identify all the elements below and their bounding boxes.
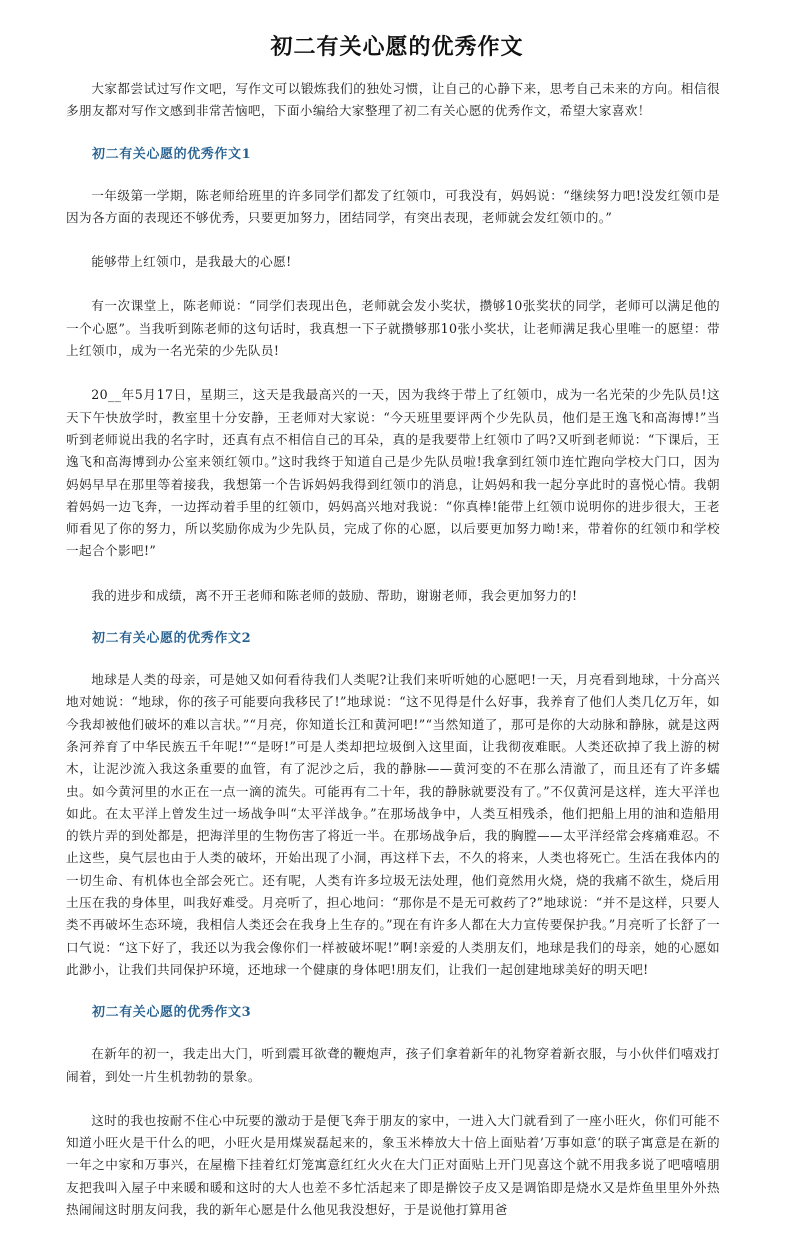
paragraph: 我的进步和成绩，离不开王老师和陈老师的鼓励、帮助，谢谢老师，我会更加努力的! — [91, 587, 578, 603]
paragraph: 地球是人类的母亲，可是她又如何看待我们人类呢?让我们来听听她的心愿吧!一天，月亮看到地球，十分高兴地对她说：“地球，你的孩子可能要向我移民了!”地球说：“这不见得是什么好事，我养育了他们人类几亿万年，如今我却被他们破坏的难以言状。”“月亮，你知道长江和黄河吧!”“当然知道了，那可是你的大动脉和静脉，就是这两条河养育了中华民族五千年呢!”“是呀!”可是人类却把垃圾倒入这里面，让我彻夜难眠。人类还砍掉了我上游的树木，让泥沙流入我这条重要的血管，有了泥沙之后，我的静脉——黄河变的不在那么清澈了，而且还有了许多蠕虫。如今黄河里的水正在一点一滴的流失。可能再有二十年，我的静脉就要没有了。”不仅黄河是这样，连大平洋也如此。在太平洋上曾发生过一场战争叫“太平洋战争。”在那场战争中，人类互相残杀，他们把船上用的油和造船用的铁片弄的到处都是，把海洋里的生物伤害了将近一半。在那场战争后，我的胸膛——太平洋经常会疼痛难忍。不止这些，臭气层也由于人类的破坏，开始出现了小洞，再这样下去，不久的将来，人类也将死亡。生活在我体内的一切生命、有机体也全部会死亡。还有呢，人类有许多垃圾无法处理，他们竟然用火烧，烧的我痛不欲生，烧后用土压在我的身体里，叫我好难受。月亮听了，担心地问：“那你是不是无可救药了?”地球说：“并不是这样，只要人类不再破坏生态环境，我相信人类还会在我身上生存的。”现在有许多人都在大力宣传要保护我。”月亮听了长舒了一口气说：“这下好了，我还以为我会像你们一样被破坏呢!”啊!亲爱的人类朋友们，地球是我们的母亲，她的心愿如此渺小，让我们共同保护环境，还地球一个健康的身体吧!朋友们，让我们一起创建地球美好的明天吧! — [66, 672, 720, 977]
paragraph: 有一次课堂上，陈老师说：“同学们表现出色，老师就会发小奖状，攒够10张奖状的同学，老师可以满足他的一个心愿”。当我听到陈老师的这句话时，我真想一下子就攒够那10张小奖状，让老师满足我心里唯一的愿望：带上红领巾，成为一名光荣的少先队员! — [66, 298, 720, 359]
section-heading-2: 初二有关心愿的优秀作文2 — [92, 631, 252, 647]
section-heading-3: 初二有关心愿的优秀作文3 — [92, 1005, 252, 1021]
paragraph: 一年级第一学期，陈老师给班里的许多同学们都发了红领巾，可我没有，妈妈说：“继续努力吧!没发红领巾是因为各方面的表现还不够优秀，只要更加努力，团结同学，有突出表现，老师就会发红领巾的。” — [66, 187, 720, 225]
paragraph: 这时的我也按耐不住心中玩要的激动于是便飞奔于朋友的家中，一进入大门就看到了一座小旺火，你们可能不知道小旺火是干什么的吧，小旺火是用煤炭磊起来的，象玉米棒放大十倍上面贴着’万事如意‘的联子寓意是在新的一年之中家和万事兴，在屋檐下挂着红灯笼寓意红红火火在大门正对面贴上开门见喜这个就不用我多说了吧嘻嘻朋友把我叫入屋子中来暖和暖和这时的大人也差不多忙活起来了即是擀饺子皮又是调馅即是烧水又是炸鱼里里外外热热闹闹这时朋友问我，我的新年心愿是什么他见我没想好，于是说他打算用爸 — [66, 1112, 720, 1217]
intro-paragraph: 大家都尝试过写作文吧，写作文可以锻炼我们的独处习惯，让自己的心静下来，思考自己未来的方向。相信很多朋友都对写作文感到非常苦恼吧，下面小编给大家整理了初二有关心愿的优秀作文，希望大家喜欢！ — [66, 81, 720, 119]
paragraph: 能够带上红领巾，是我最大的心愿! — [91, 254, 292, 270]
paragraph: 20__年5月17日，星期三，这天是我最高兴的一天，因为我终于带上了红领巾，成为一名光荣的少先队员!这天下午快放学时，教室里十分安静，王老师对大家说：“今天班里要评两个少先队员，他们是王逸飞和高海博!”当听到老师说出我的名字时，还真有点不相信自己的耳朵，真的是我要带上红领巾了吗?又听到老师说：“下课后，王逸飞和高海博到办公室来领红领巾。”这时我终于知道自己是少先队员啦!我拿到红领巾连忙跑向学校大门口，因为妈妈早早在那里等着接我，我想第一个告诉妈妈我得到红领巾的消息，让妈妈和我一起分享此时的喜悦心情。我朝着妈妈一边飞奔，一边挥动着手里的红领巾，妈妈高兴地对我说：“你真棒!能带上红领巾说明你的进步很大，王老师看见了你的努力，所以奖励你成为少先队员，完成了你的心愿，以后要更加努力呦!来，带着你的红领巾和学校一起合个影吧!” — [66, 387, 720, 559]
article-body — [66, 78, 720, 1243]
page-title: 初二有关心愿的优秀作文 — [270, 35, 524, 60]
section-heading-1: 初二有关心愿的优秀作文1 — [92, 146, 252, 162]
paragraph: 在新年的初一，我走出大门，听到震耳欲聋的鞭炮声，孩子们拿着新年的礼物穿着新衣服，与小伙伴们嘻戏打闹着，到处一片生机勃勃的景象。 — [66, 1046, 720, 1084]
